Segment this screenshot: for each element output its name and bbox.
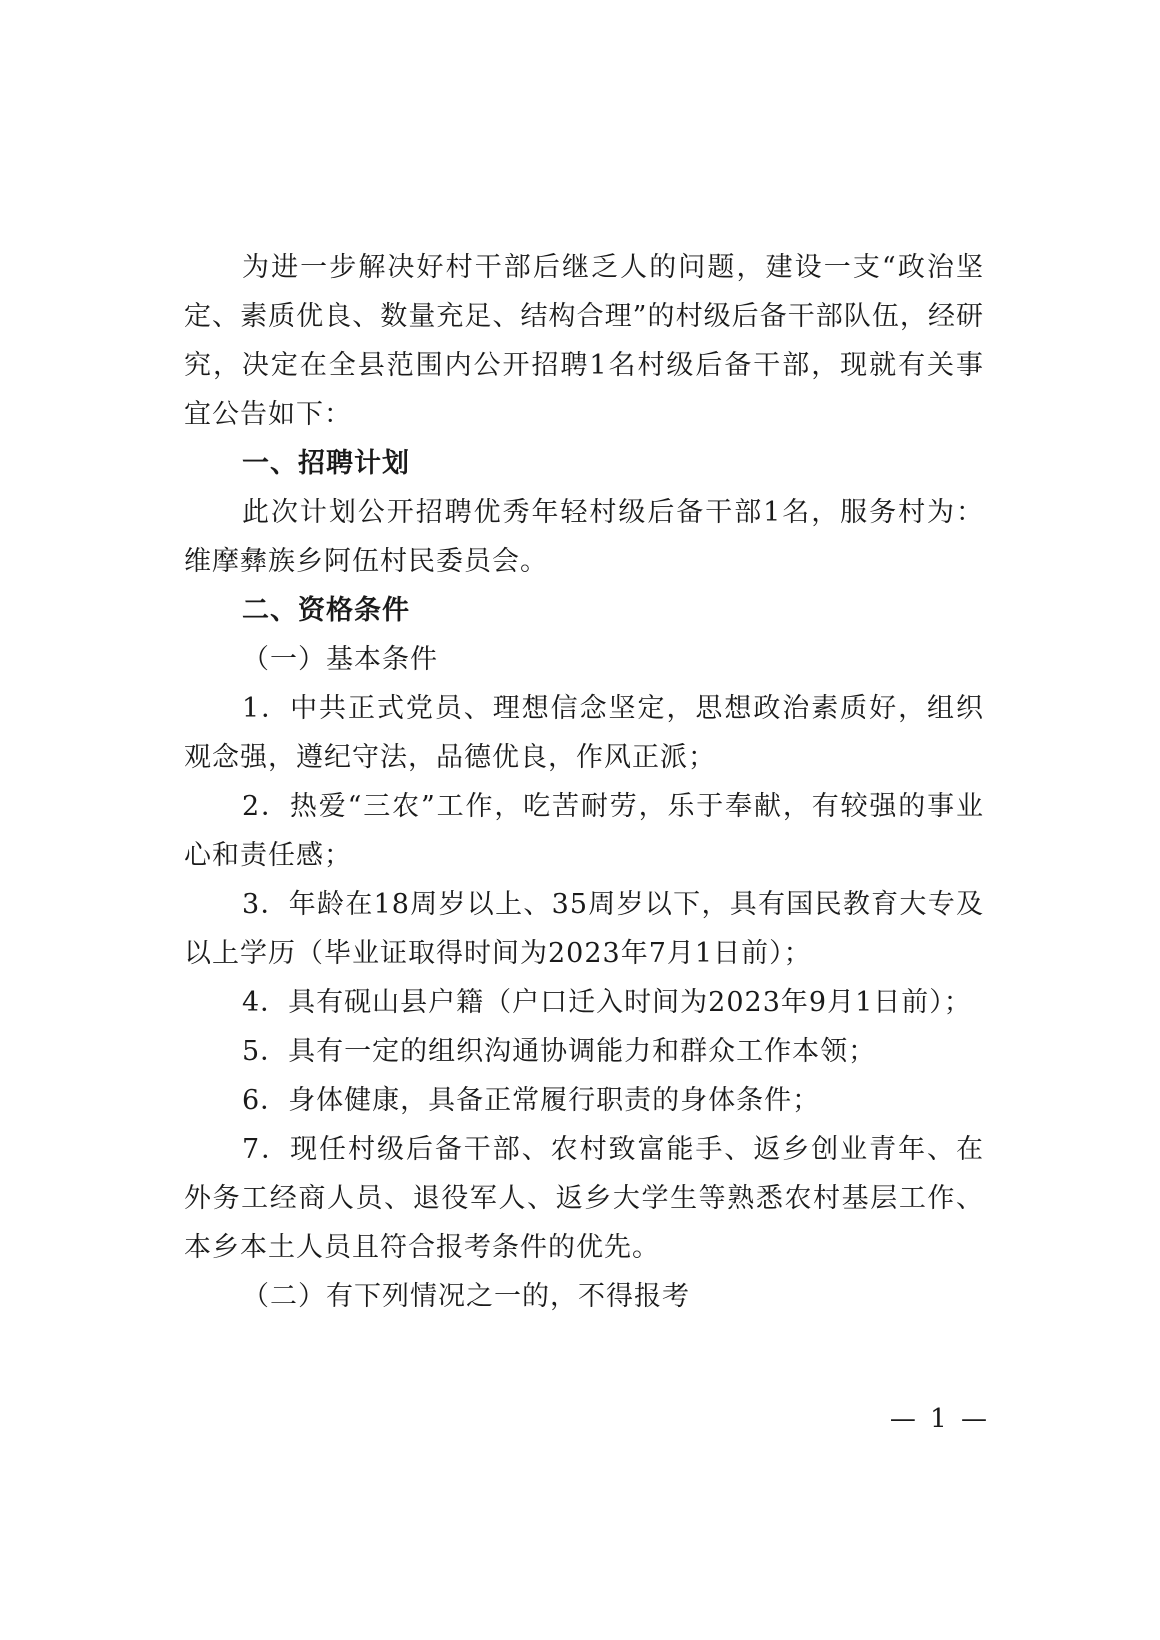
section-heading-recruitment-plan: 一、招聘计划: [242, 448, 410, 479]
document-body: [184, 243, 984, 1321]
condition-item-5: 5．具有一定的组织沟通协调能力和群众工作本领；: [242, 1036, 877, 1067]
section-heading-qualifications: 二、资格条件: [242, 595, 410, 626]
recruitment-plan-paragraph: 此次计划公开招聘优秀年轻村级后备干部1名，服务村为：维摩彝族乡阿伍村民委员会。: [184, 497, 984, 577]
condition-item-1: 1．中共正式党员、理想信念坚定，思想政治素质好，组织观念强，遵纪守法，品德优良，作风正派；: [184, 693, 984, 773]
subheading-basic-conditions: （一）基本条件: [242, 644, 438, 675]
condition-item-4: 4．具有砚山县户籍（户口迁入时间为2023年9月1日前）；: [242, 987, 972, 1018]
page-number: — 1 —: [889, 1404, 990, 1434]
condition-item-3: 3．年龄在18周岁以上、35周岁以下，具有国民教育大专及以上学历（毕业证取得时间为2023年7月1日前）；: [184, 889, 984, 969]
condition-item-2: 2．热爱“三农”工作，吃苦耐劳，乐于奉献，有较强的事业心和责任感；: [184, 791, 984, 871]
condition-item-6: 6．身体健康，具备正常履行职责的身体条件；: [242, 1085, 821, 1116]
intro-paragraph: 为进一步解决好村干部后继乏人的问题，建设一支“政治坚定、素质优良、数量充足、结构合理”的村级后备干部队伍，经研究，决定在全县范围内公开招聘1名村级后备干部，现就有关事宜公告如下：: [184, 252, 984, 430]
subheading-disqualifications: （二）有下列情况之一的，不得报考: [242, 1281, 690, 1312]
condition-item-7: 7．现任村级后备干部、农村致富能手、返乡创业青年、在外务工经商人员、退役军人、返乡大学生等熟悉农村基层工作、本乡本土人员且符合报考条件的优先。: [184, 1134, 984, 1263]
